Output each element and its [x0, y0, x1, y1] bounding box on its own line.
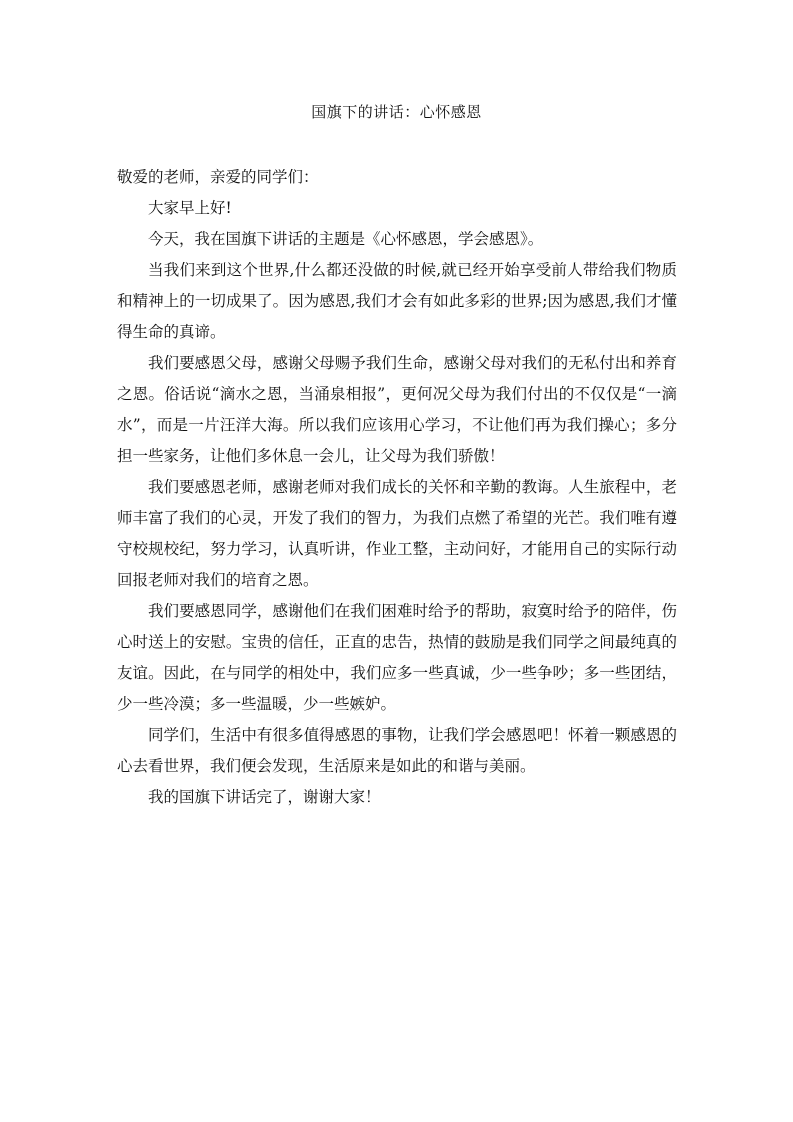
paragraph-classmates: 我们要感恩同学，感谢他们在我们困难时给予的帮助，寂寞时给予的陪伴，伤心时送上的安慰。宝贵的信任，正直的忠告，热情的鼓励是我们同学之间最纯真的友谊。因此，在与同学的相处中，我们应多一些真诚，少一些争吵；多一些团结，少一些冷漠；多一些温暖，少一些嫉妒。 [117, 602, 677, 713]
greeting: 敬爱的老师，亲爱的同学们： [117, 168, 319, 186]
paragraph-morning-greeting: 大家早上好! [148, 199, 232, 217]
document-body [117, 162, 677, 813]
paragraph-conclusion: 同学们，生活中有很多值得感恩的事物，让我们学会感恩吧！怀着一颗感恩的心去看世界，我们便会发现，生活原来是如此的和谐与美丽。 [117, 726, 677, 775]
document-title: 国旗下的讲话：心怀感恩 [311, 103, 482, 121]
paragraph-teachers: 我们要感恩老师，感谢老师对我们成长的关怀和辛勤的教诲。人生旅程中，老师丰富了我们的心灵，开发了我们的智力，为我们点燃了希望的光芒。我们唯有遵守校规校纪，努力学习，认真听讲，作业工整，主动问好，才能用自己的实际行动回报老师对我们的培育之恩。 [117, 478, 677, 589]
paragraph-parents: 我们要感恩父母，感谢父母赐予我们生命，感谢父母对我们的无私付出和养育之恩。俗话说“滴水之恩，当涌泉相报”，更何况父母为我们付出的不仅仅是“一滴水”，而是一片汪洋大海。所以我们应该用心学习，不让他们再为我们操心；多分担一些家务，让他们多休息一会儿，让父母为我们骄傲！ [117, 354, 677, 465]
paragraph-intro: 当我们来到这个世界,什么都还没做的时候,就已经开始享受前人带给我们物质和精神上的一切成果了。因为感恩,我们才会有如此多彩的世界;因为感恩,我们才懂得生命的真谛。 [117, 261, 677, 341]
paragraph-closing: 我的国旗下讲话完了，谢谢大家！ [148, 788, 381, 806]
paragraph-topic: 今天，我在国旗下讲话的主题是《心怀感恩，学会感恩》。 [148, 230, 544, 248]
